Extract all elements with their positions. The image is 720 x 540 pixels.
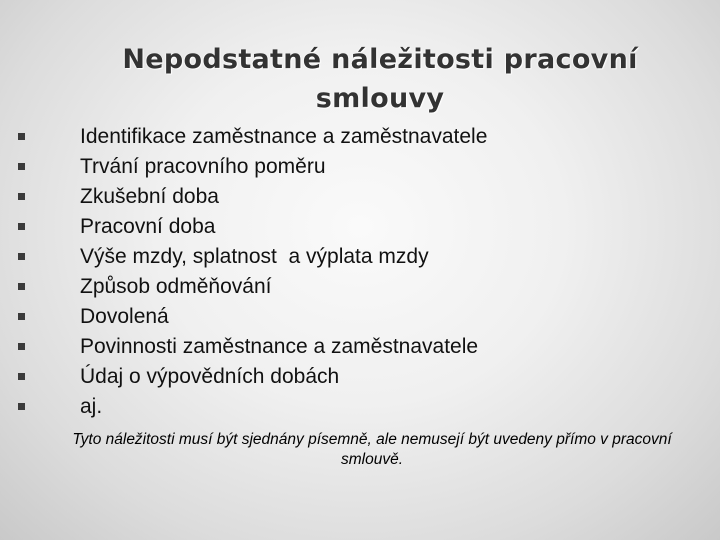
list-item-text: aj. bbox=[80, 395, 103, 418]
list-item bbox=[18, 302, 698, 332]
square-bullet-icon bbox=[18, 343, 25, 350]
square-bullet-icon bbox=[18, 133, 25, 140]
square-bullet-icon bbox=[18, 223, 25, 230]
list-item-text: Povinnosti zaměstnance a zaměstnavatele bbox=[80, 335, 479, 358]
list-item bbox=[18, 272, 698, 302]
list-item bbox=[18, 332, 698, 362]
list-item bbox=[18, 212, 698, 242]
square-bullet-icon bbox=[18, 163, 25, 170]
slide-title: Nepodstatné náležitosti pracovní smlouvy bbox=[122, 44, 638, 114]
list-item-text: Trvání pracovního poměru bbox=[80, 155, 326, 178]
square-bullet-icon bbox=[18, 253, 25, 260]
list-item-text: Zkušební doba bbox=[80, 185, 219, 208]
bullet-list bbox=[18, 122, 698, 422]
list-item bbox=[18, 152, 698, 182]
footnote: Tyto náležitosti musí být sjednány písemně, ale nemusejí být uvedeny přímo v pracovní smlouvě. bbox=[72, 431, 672, 468]
list-item bbox=[18, 392, 698, 422]
square-bullet-icon bbox=[18, 403, 25, 410]
list-item-text: Dovolená bbox=[80, 305, 169, 328]
list-item bbox=[18, 242, 698, 272]
list-item-text: Pracovní doba bbox=[80, 215, 216, 238]
square-bullet-icon bbox=[18, 193, 25, 200]
list-item-text: Výše mzdy, splatnost a výplata mzdy bbox=[80, 245, 429, 268]
list-item bbox=[18, 182, 698, 212]
square-bullet-icon bbox=[18, 373, 25, 380]
list-item bbox=[18, 362, 698, 392]
list-item-text: Údaj o výpovědních dobách bbox=[80, 365, 340, 388]
list-item bbox=[18, 122, 698, 152]
square-bullet-icon bbox=[18, 313, 25, 320]
square-bullet-icon bbox=[18, 283, 25, 290]
list-item-text: Identifikace zaměstnance a zaměstnavatele bbox=[80, 125, 488, 148]
list-item-text: Způsob odměňování bbox=[80, 275, 272, 298]
